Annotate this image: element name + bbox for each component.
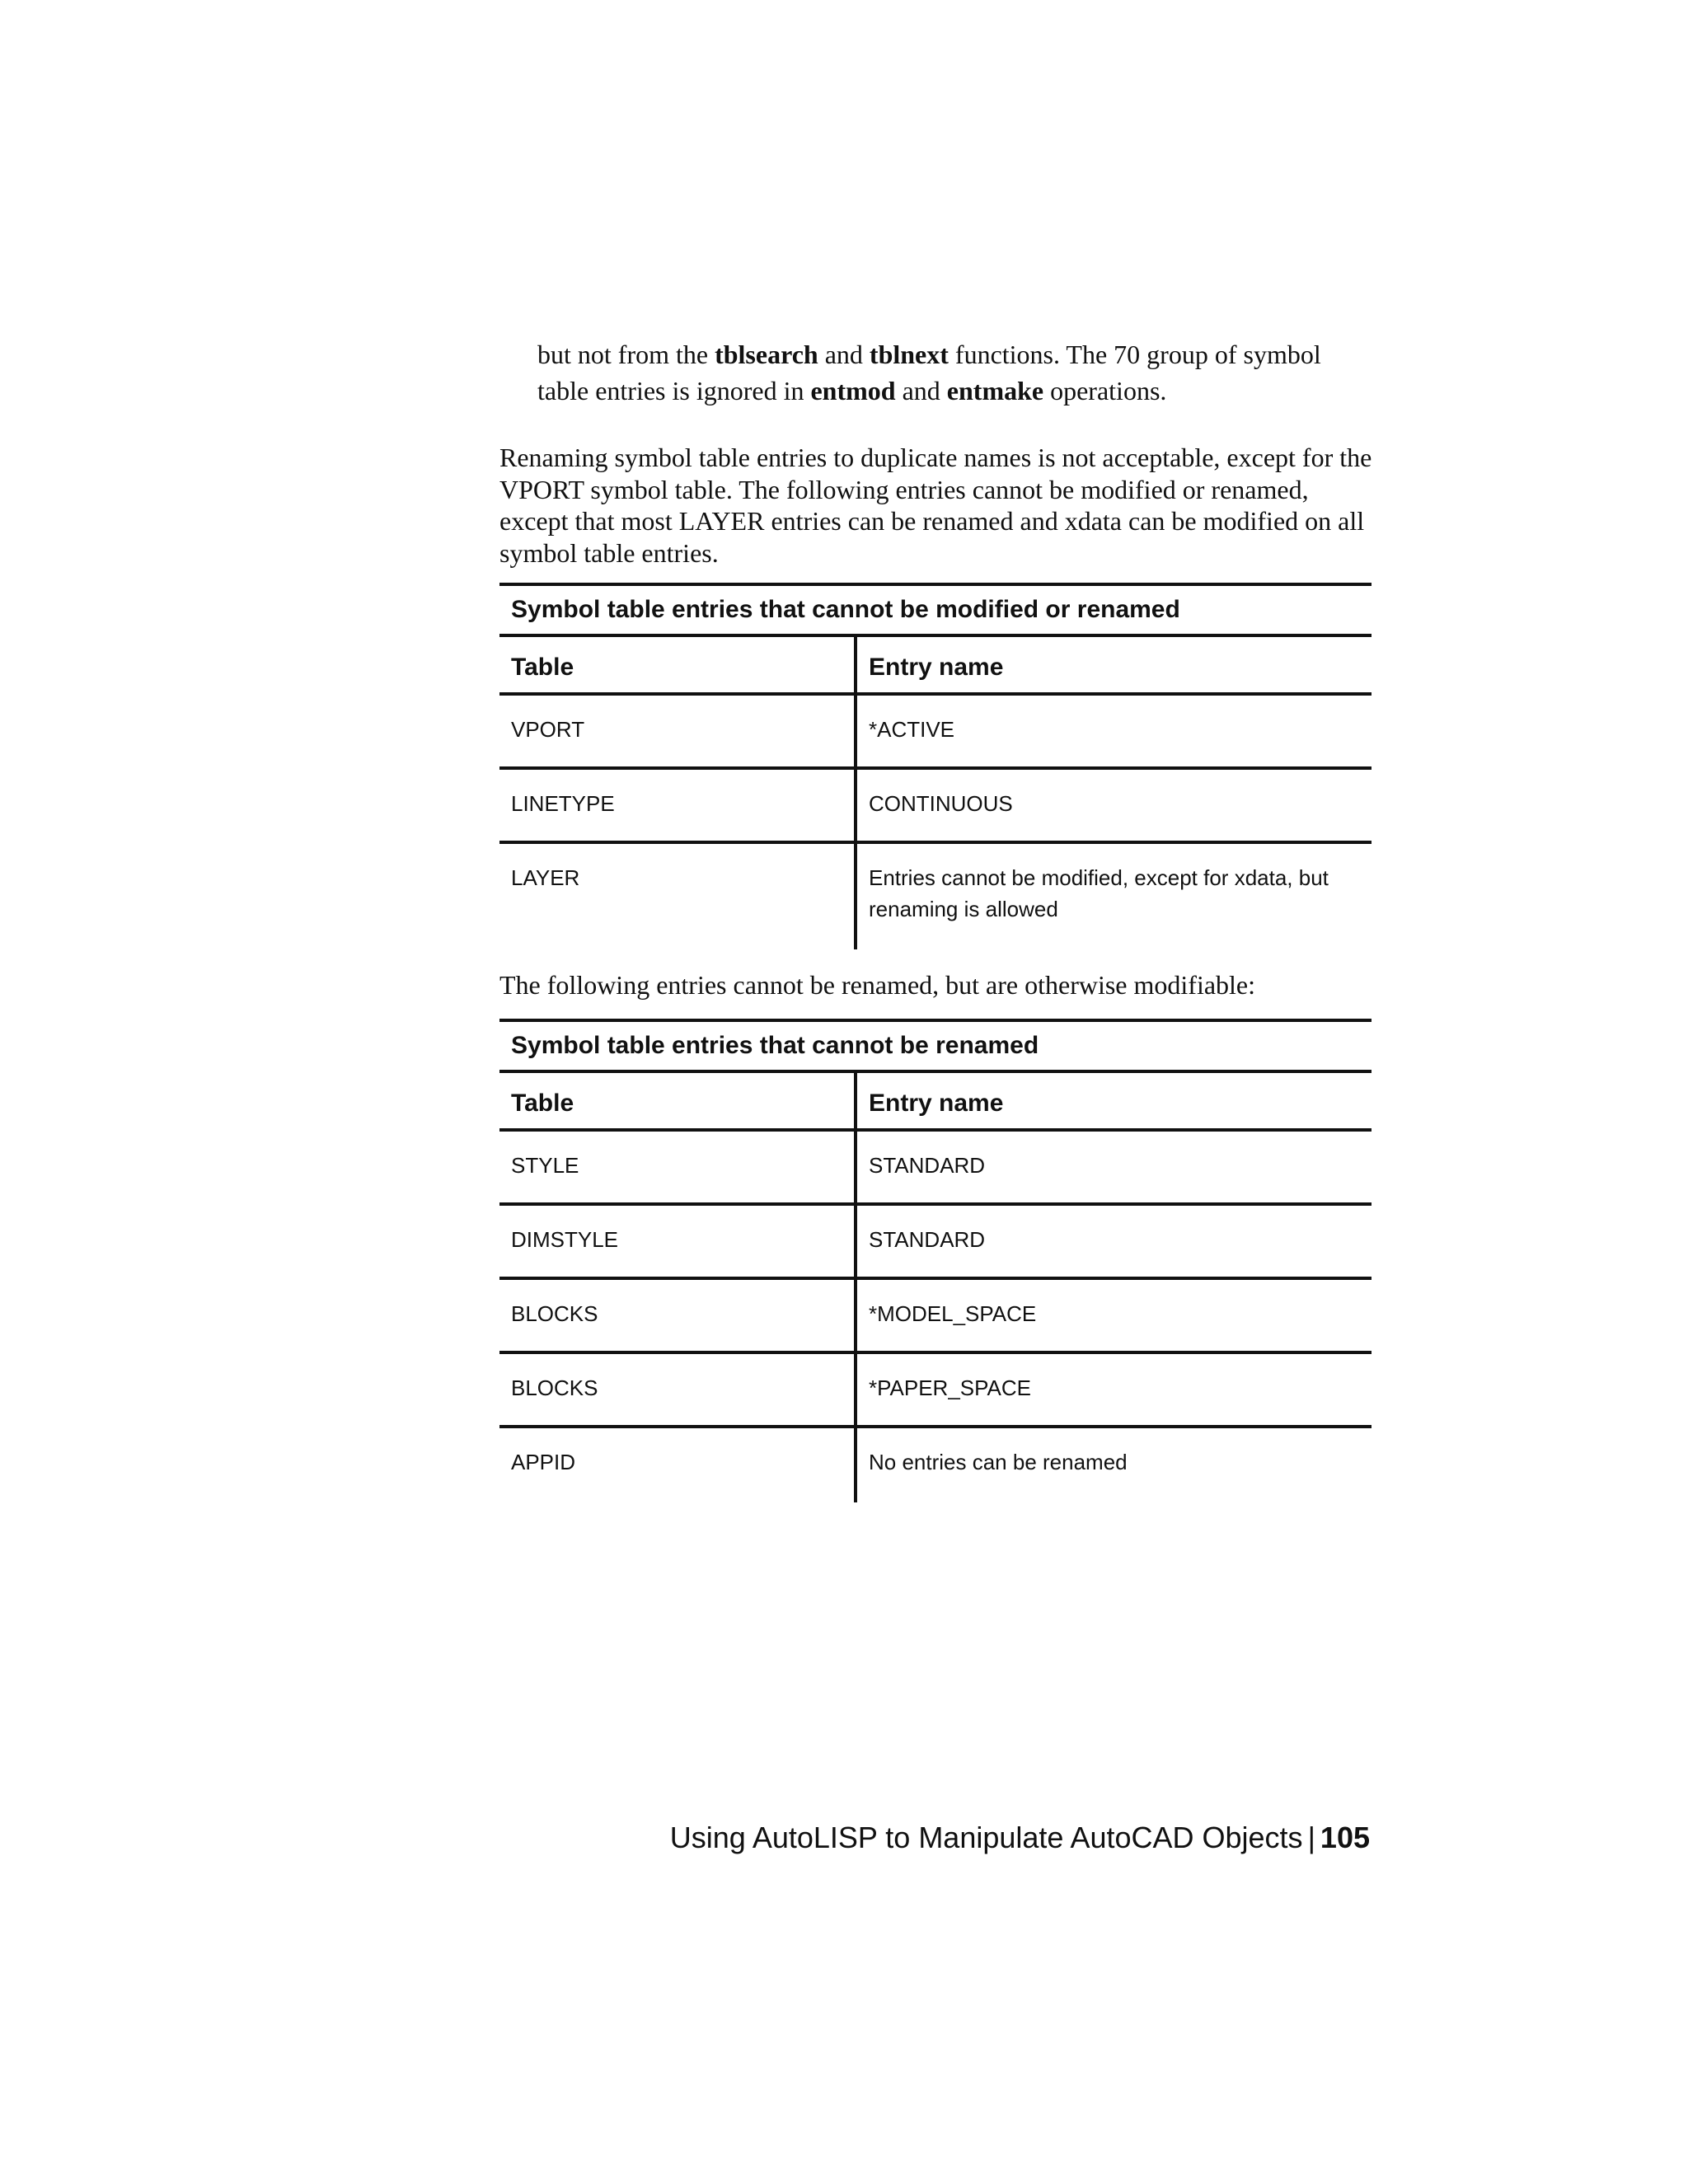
- table-cannot-rename: [499, 1019, 1372, 1502]
- table-row: [499, 1206, 1372, 1280]
- page-footer: [670, 1818, 1370, 1858]
- function-name-tblnext: tblnext: [869, 340, 949, 369]
- cell-table: VPORT: [499, 696, 857, 766]
- footer-title: Using AutoLISP to Manipulate AutoCAD Objects: [669, 1821, 1303, 1854]
- text-run: but not from the: [537, 340, 715, 369]
- paragraph-rename: Renaming symbol table entries to duplicate names is not acceptable, except for the VPORT symbol table. The following entries cannot be modified or renamed, except that most LAYER entries can be renamed and xdata can be modified on all symbol table entries.: [499, 443, 1372, 568]
- header-entry-name: Entry name: [869, 1090, 1004, 1117]
- cell-table: LAYER: [499, 844, 857, 949]
- paragraph-following: The following entries cannot be renamed, but are otherwise modifiable:: [499, 970, 1256, 1000]
- header-entry-name: Entry name: [869, 654, 1004, 681]
- table-row: [499, 1132, 1372, 1206]
- cell-entry-name: STANDARD: [869, 1153, 986, 1178]
- table-row: [499, 696, 1372, 770]
- cell-entry-name: *MODEL_SPACE: [869, 1301, 1037, 1326]
- continued-paragraph: [537, 336, 1378, 409]
- header-table: Table: [499, 1073, 857, 1128]
- cell-entry-name: No entries can be renamed: [869, 1450, 1128, 1474]
- cell-entry-name: *ACTIVE: [869, 717, 955, 742]
- text-run: and: [818, 340, 870, 369]
- text-run: functions. The 70 group of symbol table entries is ignored in: [537, 340, 1321, 405]
- cell-entry-name: Entries cannot be modified, except for xdata, but renaming is allowed: [869, 865, 1329, 921]
- function-name-entmake: entmake: [946, 376, 1044, 405]
- cell-entry-name: CONTINUOUS: [869, 791, 1013, 816]
- table-caption: Symbol table entries that cannot be modified or renamed: [499, 583, 1372, 637]
- cell-table: APPID: [499, 1428, 857, 1502]
- table-row: [499, 1280, 1372, 1354]
- function-name-entmod: entmod: [810, 376, 896, 405]
- table-header-row: [499, 637, 1372, 696]
- table-header-row: [499, 1073, 1372, 1132]
- table-caption: Symbol table entries that cannot be renamed: [499, 1019, 1372, 1073]
- table-row: [499, 1428, 1372, 1502]
- cell-table: BLOCKS: [499, 1354, 857, 1425]
- cell-table: STYLE: [499, 1132, 857, 1202]
- cell-table: BLOCKS: [499, 1280, 857, 1351]
- footer-separator: |: [1307, 1821, 1315, 1854]
- page-number: 105: [1320, 1821, 1370, 1854]
- table-row: [499, 844, 1372, 949]
- cell-table: DIMSTYLE: [499, 1206, 857, 1277]
- cell-entry-name: *PAPER_SPACE: [869, 1376, 1032, 1400]
- table-row: [499, 770, 1372, 844]
- text-run: operations.: [1043, 376, 1167, 405]
- table-cannot-modify-or-rename: [499, 583, 1372, 949]
- function-name-tblsearch: tblsearch: [715, 340, 818, 369]
- table-row: [499, 1354, 1372, 1428]
- cell-entry-name: STANDARD: [869, 1227, 986, 1252]
- text-run: and: [895, 376, 947, 405]
- cell-table: LINETYPE: [499, 770, 857, 841]
- header-table: Table: [499, 637, 857, 692]
